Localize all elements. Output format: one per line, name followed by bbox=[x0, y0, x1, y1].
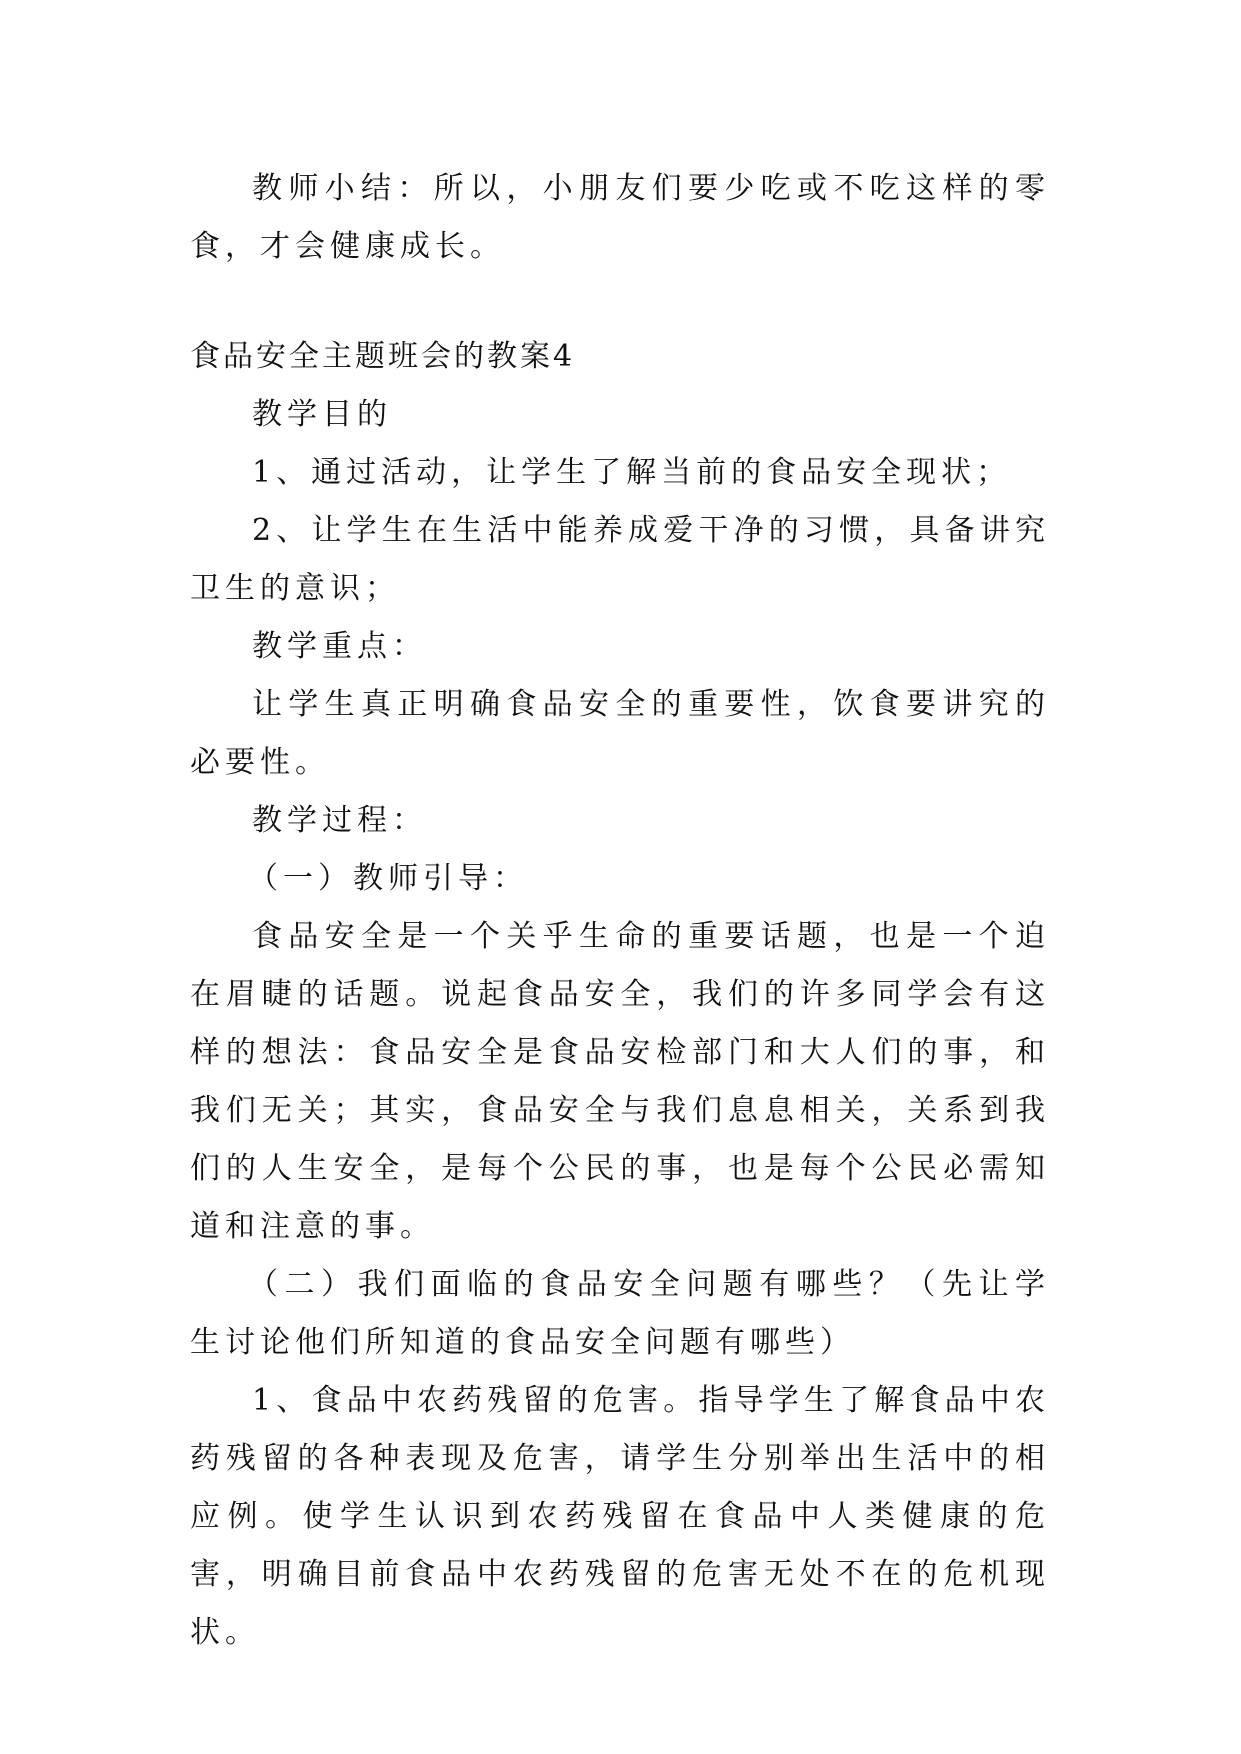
objective-item-1: 1、通过活动，让学生了解当前的食品安全现状； bbox=[252, 455, 1012, 490]
objective-item-2: 2、让学生在生活中能养成爱干净的习惯，具备讲究卫生的意识； bbox=[190, 513, 1050, 606]
objectives-heading: 教学目的 bbox=[252, 397, 392, 432]
document-body bbox=[190, 160, 1050, 1662]
step-1-paragraph: 食品安全是一个关乎生命的重要话题，也是一个迫在眉睫的话题。说起食品安全，我们的许多同学会有这样的想法：食品安全是食品安检部门和大人们的事，和我们无关；其实，食品安全与我们息息相关，关系到我们的人生安全，是每个公民的事，也是每个公民必需知道和注意的事。 bbox=[190, 919, 1050, 1244]
process-heading: 教学过程： bbox=[252, 803, 427, 838]
issue-1-paragraph: 1、食品中农药残留的危害。指导学生了解食品中农药残留的各种表现及危害，请学生分别举出生活中的相应例。使学生认识到农药残留在食品中人类健康的危害，明确目前食品中农药残留的危害无处不在的危机现状。 bbox=[190, 1383, 1050, 1650]
step-2-paragraph: （二）我们面临的食品安全问题有哪些？（先让学生讨论他们所知道的食品安全问题有哪些） bbox=[190, 1267, 1050, 1360]
key-points-paragraph: 让学生真正明确食品安全的重要性，饮食要讲究的必要性。 bbox=[190, 687, 1050, 780]
section-title: 食品安全主题班会的教案4 bbox=[190, 339, 576, 374]
teacher-summary-paragraph: 教师小结：所以，小朋友们要少吃或不吃这样的零食，才会健康成长。 bbox=[190, 171, 1050, 264]
step-1-heading: （一）教师引导： bbox=[248, 861, 528, 896]
key-points-heading: 教学重点： bbox=[252, 629, 427, 664]
